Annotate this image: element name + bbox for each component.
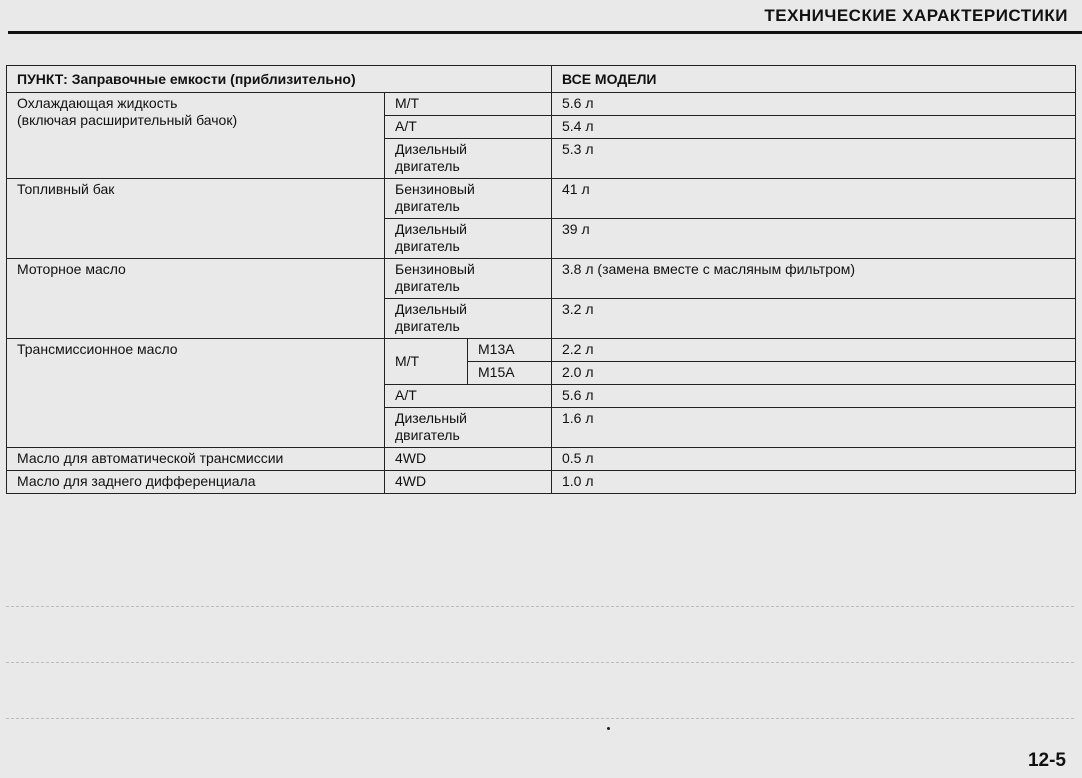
transmission-oil-m13a-value: 2.2 л [552, 339, 1076, 362]
fuel-tank-diesel: Дизельный двигатель [385, 219, 552, 259]
fuel-tank-diesel-value: 39 л [552, 219, 1076, 259]
engine-oil-label: Моторное масло [7, 259, 385, 339]
header-rule [8, 31, 1082, 34]
table-row [7, 448, 1076, 471]
rear-diff-value: 1.0 л [552, 471, 1076, 494]
fuel-tank-petrol-value: 41 л [552, 179, 1076, 219]
coolant-at-value: 5.4 л [552, 116, 1076, 139]
table-row [7, 93, 1076, 116]
engine-oil-diesel-value: 3.2 л [552, 299, 1076, 339]
table-row [7, 471, 1076, 494]
coolant-label: Охлаждающая жидкость (включая расширительный бачок) [7, 93, 385, 179]
transmission-oil-diesel: Дизельный двигатель [385, 408, 552, 448]
coolant-diesel: Дизельный двигатель [385, 139, 552, 179]
transmission-oil-m13a: M13A [468, 339, 552, 362]
page-number: 12-5 [1027, 750, 1066, 771]
header-models-cell: ВСЕ МОДЕЛИ [552, 66, 1076, 93]
notes-line [6, 718, 1074, 719]
table-row [7, 339, 1076, 362]
engine-oil-petrol: Бензиновый двигатель [385, 259, 552, 299]
atf-label: Масло для автоматической трансмиссии [7, 448, 385, 471]
fuel-tank-petrol: Бензиновый двигатель [385, 179, 552, 219]
notes-line [6, 606, 1074, 607]
transmission-oil-m15a: M15A [468, 362, 552, 385]
header-item-cell: ПУНКТ: Заправочные емкости (приблизительно) [7, 66, 552, 93]
notes-line [6, 662, 1074, 663]
engine-oil-diesel: Дизельный двигатель [385, 299, 552, 339]
rear-diff-drive: 4WD [385, 471, 552, 494]
atf-drive: 4WD [385, 448, 552, 471]
fuel-tank-label: Топливный бак [7, 179, 385, 259]
transmission-oil-mt: M/T [385, 339, 468, 385]
table-header-row [7, 66, 1076, 93]
page-mark [607, 727, 610, 730]
section-title: ТЕХНИЧЕСКИЕ ХАРАКТЕРИСТИКИ [764, 6, 1068, 25]
coolant-at: A/T [385, 116, 552, 139]
coolant-mt-value: 5.6 л [552, 93, 1076, 116]
table-row [7, 259, 1076, 299]
rear-diff-label: Масло для заднего дифференциала [7, 471, 385, 494]
engine-oil-petrol-value: 3.8 л (замена вместе с масляным фильтром) [552, 259, 1076, 299]
coolant-diesel-value: 5.3 л [552, 139, 1076, 179]
transmission-oil-at-value: 5.6 л [552, 385, 1076, 408]
transmission-oil-at: A/T [385, 385, 552, 408]
transmission-oil-label: Трансмиссионное масло [7, 339, 385, 448]
table-row [7, 179, 1076, 219]
transmission-oil-m15a-value: 2.0 л [552, 362, 1076, 385]
coolant-mt: M/T [385, 93, 552, 116]
transmission-oil-diesel-value: 1.6 л [552, 408, 1076, 448]
atf-value: 0.5 л [552, 448, 1076, 471]
capacities-table [6, 65, 1076, 494]
